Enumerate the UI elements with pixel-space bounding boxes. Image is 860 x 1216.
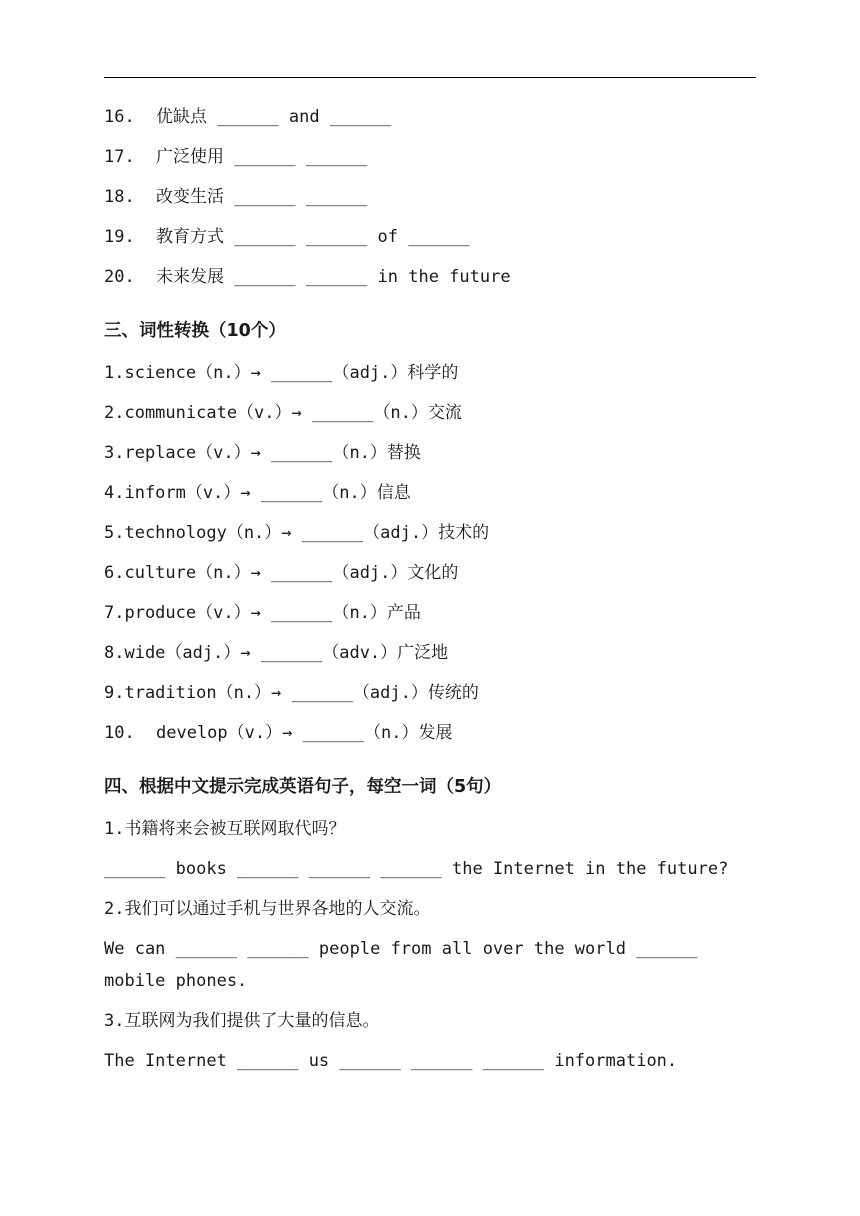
phrase-item — [104, 186, 367, 208]
conversion-item: 8.wide（adj.）→ ______（adv.）广泛地 — [104, 643, 449, 663]
conversion-item: 1.science（n.）→ ______（adj.）科学的 — [104, 363, 459, 383]
conversion-item — [104, 722, 452, 744]
question-english: We can ______ ______ people from all over the world ______ — [104, 939, 698, 959]
header-rule — [104, 77, 756, 78]
phrase-text: 未来发展 ______ ______ in the future — [156, 267, 511, 287]
conversion-item: 9.tradition（n.）→ ______（adj.）传统的 — [104, 683, 479, 703]
item-number: 16. — [104, 107, 135, 127]
phrase-text: 改变生活 ______ ______ — [156, 187, 368, 207]
question-chinese: 2.我们可以通过手机与世界各地的人交流。 — [104, 899, 431, 919]
phrase-text: 优缺点 ______ and ______ — [156, 107, 392, 127]
item-number: 10. — [104, 723, 135, 743]
phrase-item — [104, 226, 470, 248]
phrase-item — [104, 106, 391, 128]
item-number: 17. — [104, 147, 135, 167]
item-number: 18. — [104, 187, 135, 207]
question-english: ______ books ______ ______ ______ the Internet in the future? — [104, 859, 729, 879]
phrase-text: 广泛使用 ______ ______ — [156, 147, 368, 167]
item-number: 19. — [104, 227, 135, 247]
question-english: The Internet ______ us ______ ______ ______ information. — [104, 1051, 678, 1071]
conversion-item: 4.inform（v.）→ ______（n.）信息 — [104, 483, 411, 503]
section-3-title: 三、词性转换（10个） — [104, 321, 286, 341]
conversion-item: 3.replace（v.）→ ______（n.）替换 — [104, 443, 421, 463]
conversion-text: develop（v.）→ ______（n.）发展 — [156, 723, 453, 743]
question-chinese: 3.互联网为我们提供了大量的信息。 — [104, 1011, 380, 1031]
item-number: 20. — [104, 267, 135, 287]
conversion-item: 5.technology（n.）→ ______（adj.）技术的 — [104, 523, 490, 543]
phrase-item — [104, 146, 367, 168]
phrase-item — [104, 266, 511, 288]
conversion-item: 7.produce（v.）→ ______（n.）产品 — [104, 603, 421, 623]
question-english-continued: mobile phones. — [104, 971, 248, 991]
conversion-item: 2.communicate（v.）→ ______（n.）交流 — [104, 403, 462, 423]
section-4-title: 四、根据中文提示完成英语句子，每空一词（5句） — [104, 777, 502, 797]
phrase-text: 教育方式 ______ ______ of ______ — [156, 227, 470, 247]
conversion-item: 6.culture（n.）→ ______（adj.）文化的 — [104, 563, 459, 583]
question-chinese: 1.书籍将来会被互联网取代吗？ — [104, 819, 346, 839]
